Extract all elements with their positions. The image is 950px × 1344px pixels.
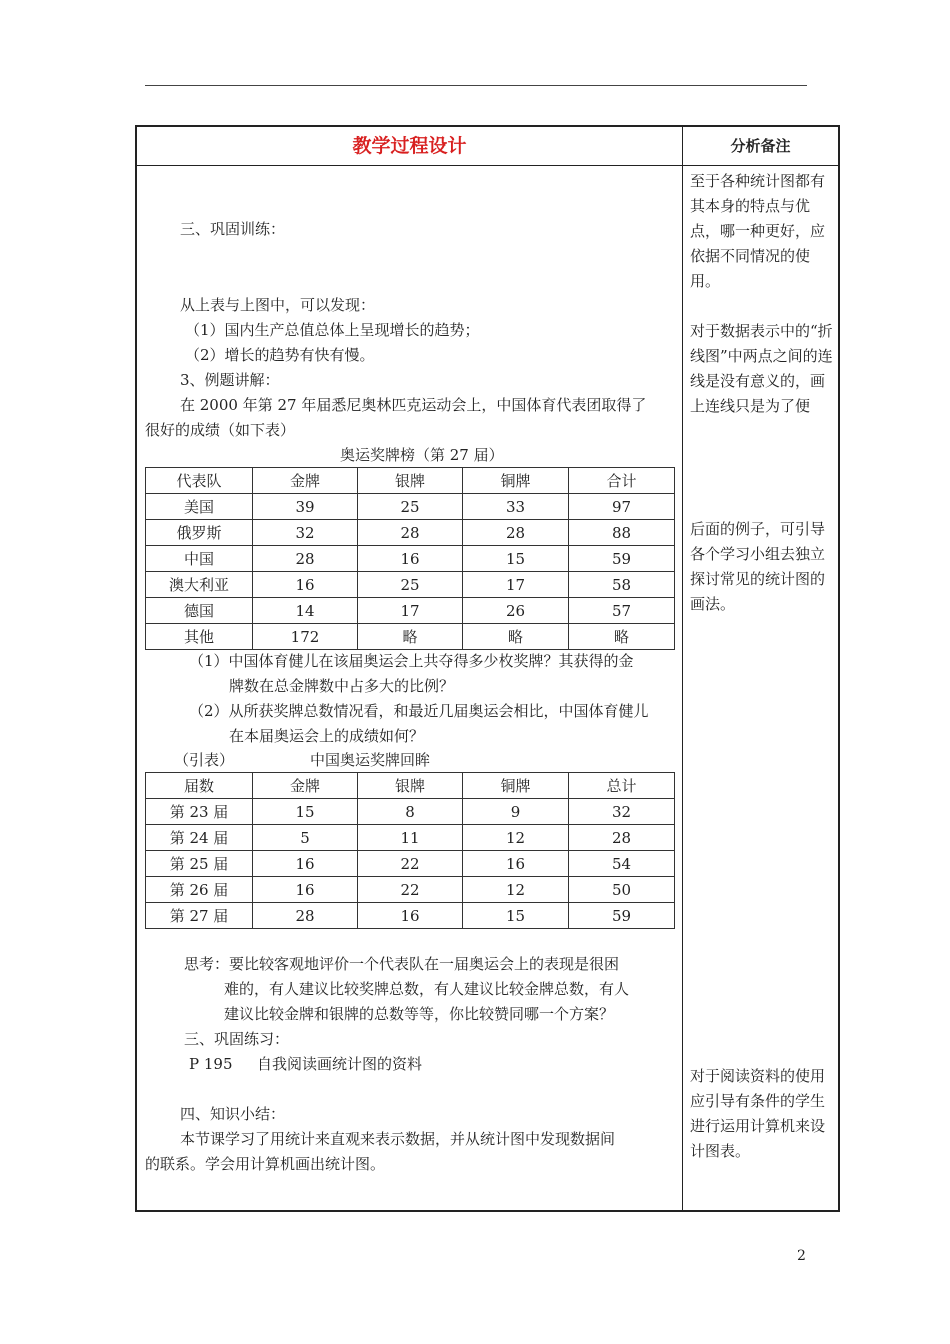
note-reading-material: 对于阅读资料的使用应引导有条件的学生进行运用计算机来设计图表。 [690,1067,826,1160]
question-2-line-1: （2）从所获奖牌总数情况看，和最近几届奥运会相比，中国体育健儿 [189,702,649,720]
table-header-row [146,773,675,799]
practice-page-ref: P 195 [189,1055,233,1073]
table-row [146,851,675,877]
example-text-line-2: 很好的成绩（如下表） [145,421,296,439]
notes-column-title: 分析备注 [730,137,791,155]
question-1-line-1: （1）中国体育健儿在该届奥运会上共夺得多少枚奖牌？其获得的金 [189,652,634,670]
table-cell: 15 [463,546,569,572]
summary-line-2: 的联系。学会用计算机画出统计图。 [145,1155,386,1173]
header-cell: 铜牌 [463,468,569,494]
lesson-table [135,125,840,1212]
table-cell: 59 [569,903,675,929]
table-cell: 16 [253,851,358,877]
header-cell: 合计 [569,468,675,494]
note-chart-types: 至于各种统计图都有其本身的特点与优点，哪一种更好，应依据不同情况的使用。 [690,172,826,290]
table-cell: 中国 [146,546,253,572]
table-cell: 德国 [146,598,253,624]
table-cell: 22 [358,851,463,877]
table-cell: 5 [253,825,358,851]
note-group-exploration: 后面的例子，可引导各个学习小组去独立探讨常见的统计图的画法。 [690,520,826,613]
summary-heading: 四、知识小结： [180,1105,286,1123]
table-cell: 32 [569,799,675,825]
table-cell: 12 [463,877,569,903]
table-cell: 9 [463,799,569,825]
medal-table-27th [145,467,675,650]
question-1-line-2: 牌数在总金牌数中占多大的比例？ [229,677,455,695]
table-row [146,825,675,851]
table-row [146,877,675,903]
header-cell: 金牌 [253,468,358,494]
table-cell: 54 [569,851,675,877]
table-cell: 11 [358,825,463,851]
question-2-line-2: 在本届奥运会上的成绩如何？ [229,727,425,745]
header-cell: 总计 [569,773,675,799]
table-cell: 14 [253,598,358,624]
table1-caption: 奥运奖牌榜（第 27 届） [340,446,504,464]
table-cell: 略 [463,624,569,650]
finding-2: （2）增长的趋势有快有慢。 [185,346,375,364]
column-divider [682,127,683,1210]
table-cell: 15 [463,903,569,929]
table-cell: 第 26 届 [146,877,253,903]
page-number: 2 [797,1248,806,1264]
table-cell: 17 [358,598,463,624]
think-line-1: 思考：要比较客观地评价一个代表队在一届奥运会上的表现是很困 [184,955,620,973]
header-cell: 届数 [146,773,253,799]
table-cell: 28 [569,825,675,851]
table2-prefix: （引表） [174,751,235,769]
summary-line-1: 本节课学习了用统计来直观来表示数据，并从统计图中发现数据间 [180,1130,616,1148]
table-cell: 美国 [146,494,253,520]
example-heading: 3、例题讲解： [180,371,280,389]
example-text-line-1: 在 2000 年第 27 年届悉尼奥林匹克运动会上，中国体育代表团取得了 [180,396,647,414]
header-cell: 金牌 [253,773,358,799]
section-consolidation-training: 三、巩固训练： [180,220,286,238]
table-cell: 16 [253,572,358,598]
table-cell: 略 [569,624,675,650]
header-rule [145,85,807,86]
table-cell: 88 [569,520,675,546]
finding-1: （1）国内生产总值总体上呈现增长的趋势； [185,321,480,339]
table-cell: 第 23 届 [146,799,253,825]
table-row [146,546,675,572]
table-cell: 33 [463,494,569,520]
table-cell: 17 [463,572,569,598]
table-row [146,598,675,624]
table-row [146,799,675,825]
table-cell: 58 [569,572,675,598]
table-cell: 57 [569,598,675,624]
table-cell: 俄罗斯 [146,520,253,546]
table-cell: 25 [358,572,463,598]
table-cell: 其他 [146,624,253,650]
table-cell: 28 [358,520,463,546]
table-cell: 12 [463,825,569,851]
table-cell: 28 [253,546,358,572]
table-cell: 第 24 届 [146,825,253,851]
header-cell: 银牌 [358,468,463,494]
table-cell: 澳大利亚 [146,572,253,598]
table-row [146,903,675,929]
table-cell: 172 [253,624,358,650]
table-cell: 32 [253,520,358,546]
findings-intro: 从上表与上图中，可以发现： [180,296,376,314]
table-cell: 16 [253,877,358,903]
table-cell: 28 [463,520,569,546]
table-cell: 16 [463,851,569,877]
table-cell: 26 [463,598,569,624]
table-row [146,520,675,546]
think-line-3: 建议比较金牌和银牌的总数等等，你比较赞同哪一个方案？ [224,1005,615,1023]
note-line-chart: 对于数据表示中的“折线图”中两点之间的连线是没有意义的，画上连线只是为了便 [690,322,833,415]
table-cell: 16 [358,903,463,929]
practice-reading-text: 自我阅读画统计图的资料 [257,1055,423,1073]
table-cell: 22 [358,877,463,903]
header-cell: 铜牌 [463,773,569,799]
table-cell: 略 [358,624,463,650]
header-divider [137,165,838,166]
main-column-title: 教学过程设计 [352,135,467,157]
table-cell: 第 27 届 [146,903,253,929]
table2-caption: 中国奥运奖牌回眸 [310,751,431,769]
header-cell: 代表队 [146,468,253,494]
practice-heading: 三、巩固练习： [184,1030,290,1048]
table-header-row [146,468,675,494]
table-cell: 25 [358,494,463,520]
table-row [146,624,675,650]
table-cell: 28 [253,903,358,929]
table-cell: 39 [253,494,358,520]
medal-history-table [145,772,675,929]
header-cell: 银牌 [358,773,463,799]
table-cell: 16 [358,546,463,572]
table-cell: 8 [358,799,463,825]
table-cell: 第 25 届 [146,851,253,877]
table-cell: 59 [569,546,675,572]
table-row [146,572,675,598]
table-cell: 97 [569,494,675,520]
table-cell: 50 [569,877,675,903]
table-row [146,494,675,520]
think-line-2: 难的，有人建议比较奖牌总数，有人建议比较金牌总数，有人 [224,980,630,998]
table-cell: 15 [253,799,358,825]
